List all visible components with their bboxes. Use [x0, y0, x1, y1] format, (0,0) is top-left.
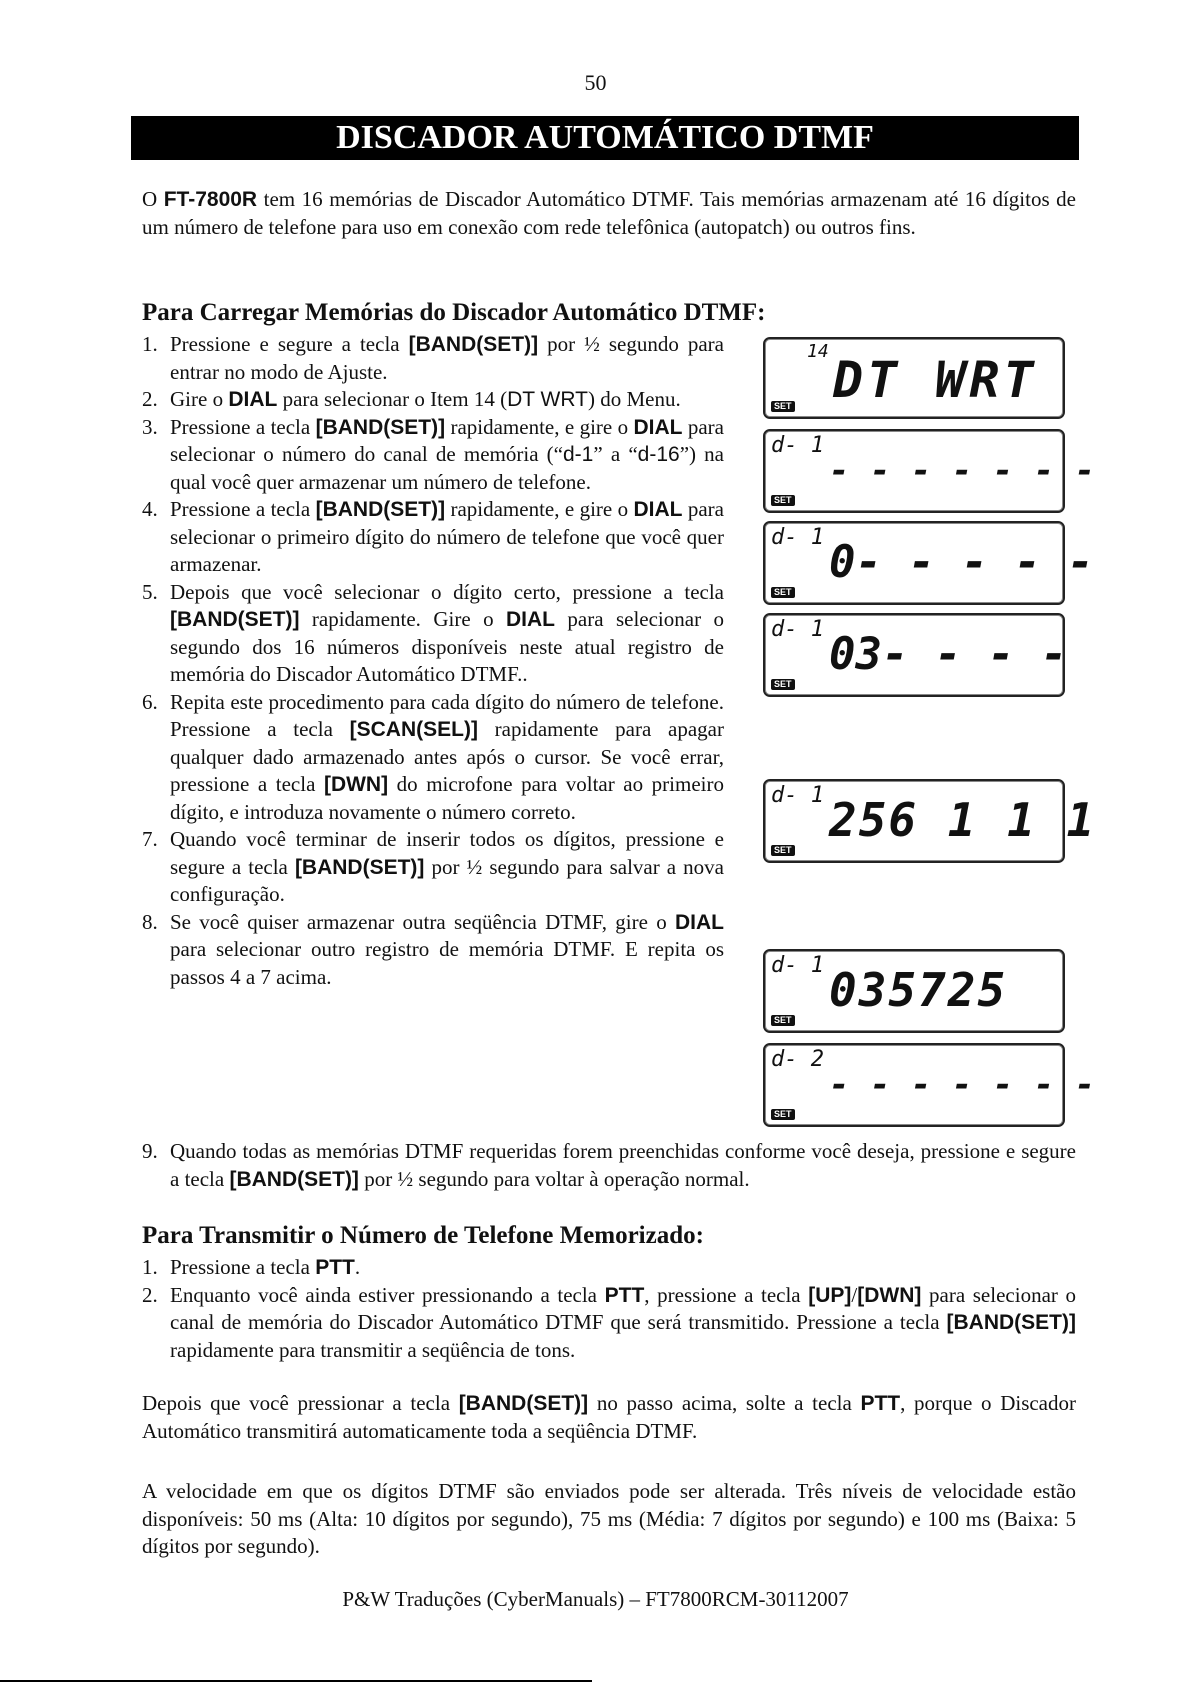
lcd-channel: d- 1 — [771, 433, 824, 458]
set-icon: SET — [771, 587, 795, 598]
key-label: DIAL — [633, 415, 683, 439]
key-label: [BAND(SET)] — [946, 1311, 1076, 1334]
lcd-main-text: - - - - - - - — [829, 451, 1096, 491]
list-item: 2. Enquanto você ainda estiver pressionando a tecla PTT, pressione a tecla [UP]/[DWN] para selecionar o canal de memória do Discador Automático DTMF que será transmitido. Pressione a tecla [BAND(SET)] rapidamente para transmitir a seqüência de tons. — [142, 1282, 1076, 1362]
section-heading-transmit: Para Transmitir o Número de Telefone Memorizado: — [142, 1222, 704, 1249]
lcd-channel: d- 1 — [771, 953, 824, 978]
lcd-display-d1-digit2 — [763, 613, 1068, 697]
list-item: 1. Pressione e segure a tecla [BAND(SET)] por ½ segundo para entrar no modo de Ajuste. — [142, 332, 724, 384]
section-heading-load: Para Carregar Memórias do Discador Automático DTMF: — [142, 299, 766, 326]
lcd-main-text: 03- - - - — [829, 629, 1068, 680]
key-label: [SCAN(SEL)] — [349, 718, 478, 741]
key-label: PTT — [604, 1283, 645, 1307]
lcd-display-d1-full — [763, 949, 1065, 1033]
set-icon: SET — [771, 401, 795, 412]
lcd-channel: d- 1 — [771, 525, 824, 550]
key-label: [BAND(SET)] — [315, 415, 446, 439]
lcd-main-text: - - - - - - - — [829, 1065, 1096, 1105]
key-label: DIAL — [228, 388, 278, 411]
set-icon: SET — [771, 845, 795, 856]
list-item: 3. Pressione a tecla [BAND(SET)] rapidamente, e gire o DIAL para selecionar o número do canal de memória (“d-1” a “d-16”) na qual você quer armazenar um número de telefone. — [142, 414, 724, 494]
set-icon: SET — [771, 495, 795, 506]
bottom-rule — [0, 1680, 592, 1682]
key-label: DIAL — [633, 498, 683, 521]
intro-paragraph: O FT-7800R tem 16 memórias de Discador Automático DTMF. Tais memórias armazenam até 16 dígitos de um número de telefone para uso em conexão com rede telefônica (autopatch) ou outros fins. — [142, 187, 1076, 239]
list-item: 5. Depois que você selecionar o dígito certo, pressione a tecla [BAND(SET)] rapidamente. Gire o DIAL para selecionar o segundo dos 16 números disponíveis neste atual registro de memória do Discador Automático DTMF.. — [142, 579, 724, 686]
release-ptt-paragraph: Depois que você pressionar a tecla [BAND(SET)] no passo acima, solte a tecla PTT, porque o Discador Automático transmitirá automaticamente toda a seqüência DTMF. — [142, 1391, 1076, 1443]
list-item: 7. Quando você terminar de inserir todos os dígitos, pressione e segure a tecla [BAND(SET)] por ½ segundo para salvar a nova configuração. — [142, 827, 724, 906]
key-label: [DWN] — [323, 773, 389, 796]
load-steps-list-continued — [142, 1138, 1076, 1193]
lcd-text: d-1 — [563, 443, 594, 466]
list-item: 4. Pressione a tecla [BAND(SET)] rapidamente, e gire o DIAL para selecionar o primeiro dígito do número de telefone que você quer armazenar. — [142, 497, 724, 576]
lcd-channel: d- 1 — [771, 783, 824, 808]
lcd-display-d1-digit1 — [763, 521, 1094, 605]
lcd-main-text: 0- - - - - — [829, 537, 1094, 588]
model-name: FT-7800R — [163, 188, 258, 211]
key-label: DIAL — [675, 910, 724, 934]
key-label: PTT — [860, 1392, 901, 1415]
footer: P&W Traduções (CyberManuals) – FT7800RCM-30112007 — [342, 1587, 849, 1611]
lcd-channel: d- 2 — [771, 1047, 824, 1072]
set-icon: SET — [771, 679, 795, 690]
list-item: 2. Gire o DIAL para selecionar o Item 14 (DT WRT) do Menu. — [142, 387, 681, 411]
lcd-display-d1-empty — [763, 429, 1096, 513]
speed-paragraph: A velocidade em que os dígitos DTMF são enviados pode ser alterada. Três níveis de velocidade estão disponíveis: 50 ms (Alta: 10 dígitos por segundo), 75 ms (Média: 7 dígitos por segundo) e 100 ms (Baixa: 5 dígitos por segundo). — [142, 1479, 1076, 1558]
key-label: [BAND(SET)] — [458, 1392, 589, 1415]
lcd-main-text: 035725 — [829, 963, 1008, 1017]
lcd-text: d-16 — [637, 443, 680, 466]
transmit-steps-list — [142, 1254, 1076, 1364]
list-item: 8. Se você quiser armazenar outra seqüência DTMF, gire o DIAL para selecionar outro registro de memória DTMF. E repita os passos 4 a 7 acima. — [142, 909, 724, 989]
key-label: [BAND(SET)] — [315, 498, 446, 521]
load-steps-list — [142, 331, 724, 991]
key-label: [BAND(SET)] — [170, 608, 300, 631]
lcd-channel: d- 1 — [771, 617, 824, 642]
key-label: [BAND(SET)] — [408, 333, 539, 356]
lcd-display-d1-partial — [763, 779, 1097, 863]
lcd-main-text: DT WRT — [833, 351, 1038, 409]
list-item: 9. Quando todas as memórias DTMF requeridas forem preenchidas conforme você deseja, pressione e segure a tecla [BAND(SET)] por ½ segundo para voltar à operação normal. — [142, 1139, 1076, 1191]
list-item: 1. Pressione a tecla PTT. — [142, 1255, 361, 1279]
key-label: [UP] — [808, 1283, 852, 1307]
lcd-display-d2-empty — [763, 1043, 1096, 1127]
lcd-channel: 14 — [807, 341, 829, 362]
list-item: 6. Repita este procedimento para cada dígito do número de telefone. Pressione a tecla [SCAN(SEL)] rapidamente para apagar qualquer dado armazenado antes após o cursor. Se você errar, pressione a tecla [DWN] do microfone para voltar ao primeiro dígito, e introduza novamente o número correto. — [142, 689, 724, 824]
key-label: DIAL — [506, 608, 555, 631]
set-icon: SET — [771, 1015, 795, 1026]
set-icon: SET — [771, 1109, 795, 1120]
key-label: [DWN] — [857, 1283, 922, 1307]
lcd-main-text: 256 1 1 1 — [829, 793, 1097, 847]
page-number: 50 — [584, 70, 607, 95]
lcd-display-dt-wrt — [763, 337, 1065, 419]
key-label: [BAND(SET)] — [294, 855, 425, 879]
lcd-text: DT WRT — [507, 388, 588, 411]
key-label: [BAND(SET)] — [229, 1167, 359, 1191]
page-title: DISCADOR AUTOMÁTICO DTMF — [131, 116, 1079, 160]
key-label: PTT — [315, 1256, 355, 1279]
